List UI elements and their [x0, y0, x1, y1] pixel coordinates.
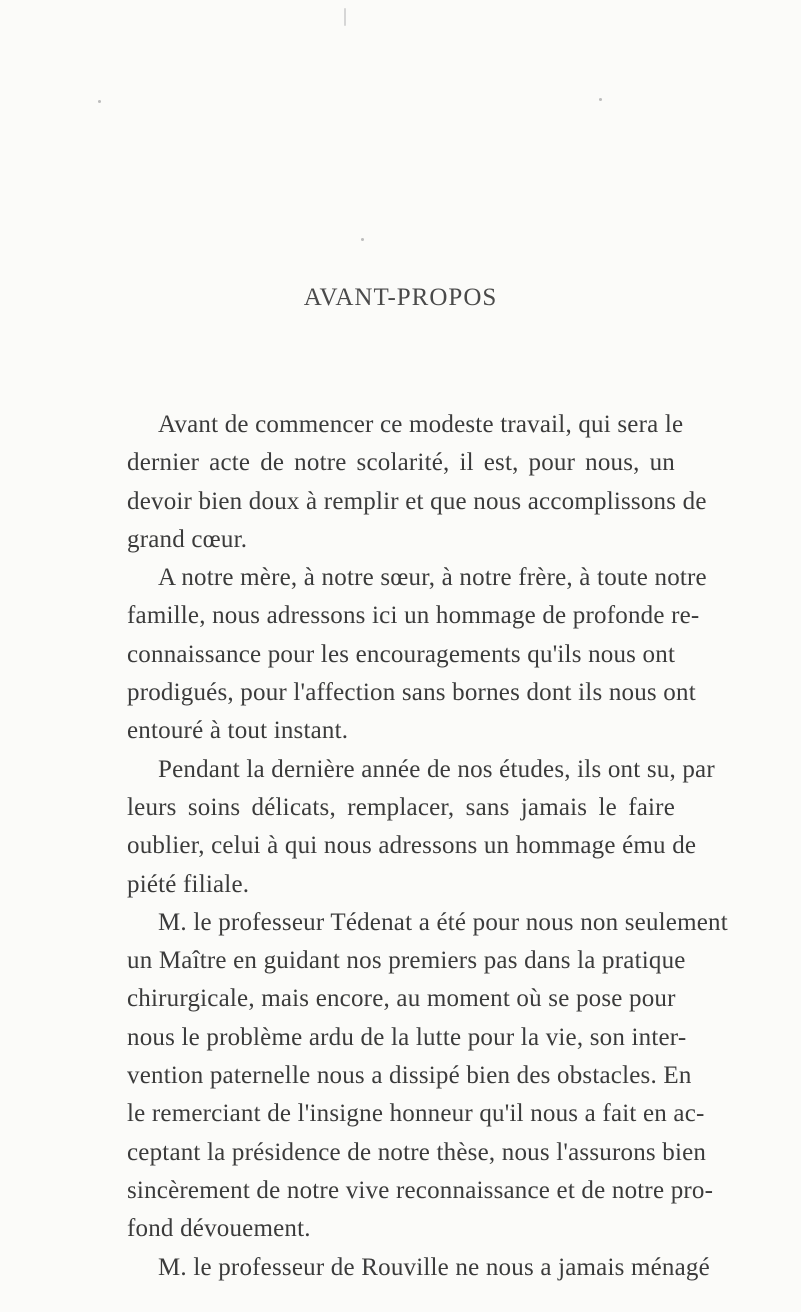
text-line: entouré à tout instant.: [127, 717, 349, 745]
text-line: vention paternelle nous a dissipé bien des obstacles. En: [127, 1062, 692, 1090]
text-line: leurs soins délicats, remplacer, sans jamais le faire: [127, 793, 675, 821]
paper-speck: [361, 238, 364, 241]
text-line: prodigués, pour l'affection sans bornes dont ils nous ont: [127, 679, 696, 707]
text-line: A notre mère, à notre sœur, à notre frère, à toute notre: [158, 564, 707, 592]
text-line: famille, nous adressons ici un hommage de profonde re-: [127, 602, 700, 630]
body-text: [127, 406, 728, 1287]
text-line: sincèrement de notre vive reconnaissance et de notre pro-: [127, 1176, 714, 1204]
text-line: chirurgicale, mais encore, au moment où se pose pour: [127, 985, 676, 1013]
text-line: oublier, celui à qui nous adressons un hommage ému de: [127, 832, 697, 860]
text-line: devoir bien doux à remplir et que nous accomplissons de: [127, 487, 707, 515]
text-line: connaissance pour les encouragements qu'ils nous ont: [127, 640, 676, 668]
text-line: piété filiale.: [127, 870, 250, 898]
paragraph: [127, 751, 715, 904]
paragraph: [127, 904, 728, 1249]
paper-speck: [98, 100, 101, 103]
text-line: M. le professeur Tédenat a été pour nous non seulement: [158, 908, 728, 936]
paper-speck: [599, 98, 602, 101]
text-line: le remerciant de l'insigne honneur qu'il nous a fait en ac-: [127, 1100, 705, 1128]
paragraph: [127, 1249, 710, 1287]
text-line: Avant de commencer ce modeste travail, qui sera le: [158, 411, 684, 438]
text-line: M. le professeur de Rouville ne nous a jamais ménagé: [158, 1253, 710, 1281]
text-line: ceptant la présidence de notre thèse, nous l'assurons bien: [127, 1138, 707, 1166]
text-line: nous le problème ardu de la lutte pour la vie, son inter-: [127, 1023, 687, 1051]
text-line: dernier acte de notre scolarité, il est, pour nous, un: [127, 449, 675, 477]
paper-speck: [344, 8, 346, 26]
paragraph: [127, 559, 707, 750]
text-line: grand cœur.: [127, 525, 248, 553]
text-line: un Maître en guidant nos premiers pas dans la pratique: [127, 947, 686, 975]
text-line: fond dévouement.: [127, 1215, 311, 1243]
page-title: AVANT-PROPOS: [303, 284, 498, 311]
paragraph: [127, 406, 707, 559]
text-line: Pendant la dernière année de nos études, ils ont su, par: [158, 755, 715, 783]
